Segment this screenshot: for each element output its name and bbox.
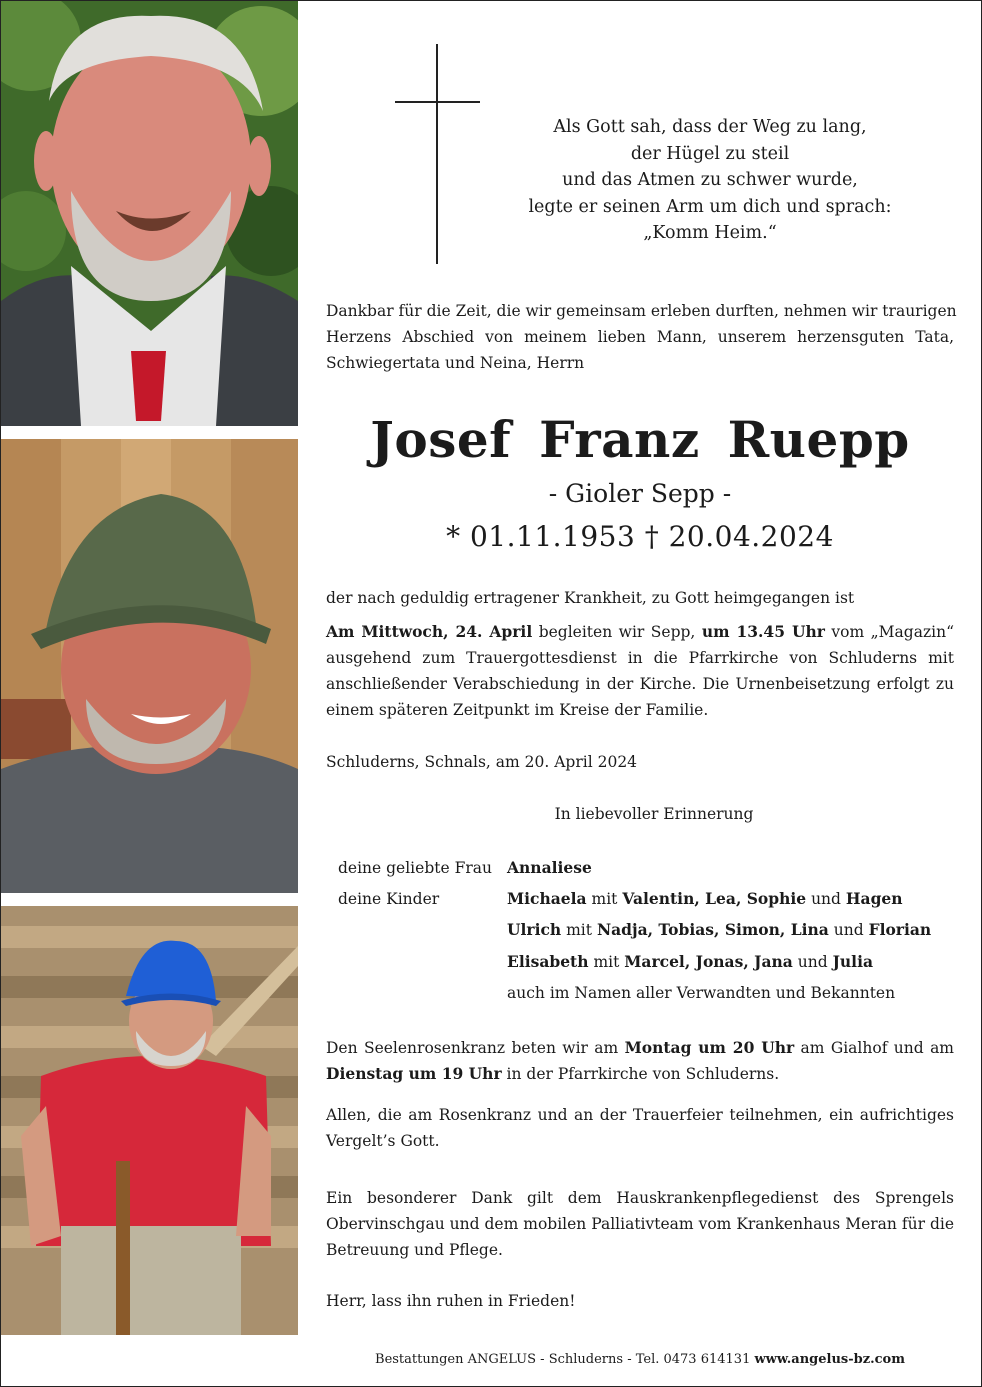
intro-line: Herzens Abschied von meinem lieben Mann, unserem herzensguten Tata, [326, 328, 954, 346]
child-entry: Michaela mit Valentin, Lea, Sophie und Hagen [507, 889, 903, 908]
verse-line: „Komm Heim.“ [643, 223, 777, 243]
closing-line: Herr, lass ihn ruhen in Frieden! [326, 1292, 576, 1310]
place-date: Schluderns, Schnals, am 20. April 2024 [326, 753, 638, 771]
funeral-day: Am Mittwoch, 24. April [326, 622, 533, 641]
thanks-line: Betreuung und Pflege. [326, 1241, 503, 1259]
portrait-photo-1 [1, 1, 298, 426]
thanks-line: Allen, die am Rosenkranz und an der Trauerfeier teilnehmen, ein aufrichtiges [326, 1106, 954, 1124]
child-entry: Ulrich mit Nadja, Tobias, Simon, Lina und Florian [507, 920, 932, 939]
rosary-line: Dienstag um 19 Uhr in der Pfarrkirche von Schluderns. [326, 1064, 780, 1083]
funeral-line: einem späteren Zeitpunkt im Kreise der Familie. [326, 701, 709, 719]
special-thanks-paragraph [326, 1185, 954, 1263]
rosary-line: Den Seelenrosenkranz beten wir am Montag um 20 Uhr am Gialhof und am [326, 1038, 955, 1057]
funeral-paragraph [326, 619, 954, 723]
intro-paragraph [326, 298, 957, 376]
relatives-line: auch im Namen aller Verwandten und Bekannten [507, 984, 896, 1002]
cross-icon [436, 44, 438, 264]
life-dates: * 01.11.1953 † 20.04.2024 [446, 520, 834, 553]
rosary-paragraph [326, 1035, 954, 1087]
memorial-verse [500, 114, 920, 247]
portrait-photo-3 [1, 906, 298, 1335]
cross-icon-bar [395, 101, 480, 103]
intro-line: Schwiegertata und Neina, Herrn [326, 354, 585, 372]
verse-line: legte er seinen Arm um dich und sprach: [528, 196, 892, 217]
thanks-paragraph [326, 1102, 954, 1154]
memory-line: In liebevoller Erinnerung [554, 805, 754, 823]
thanks-line: Obervinschgau und dem mobilen Palliativteam vom Krankenhaus Meran für die [326, 1215, 954, 1233]
thanks-line: Vergelt’s Gott. [326, 1132, 440, 1150]
verse-line: der Hügel zu steil [630, 143, 790, 164]
funeral-line: anschließender Verabschiedung in der Kirche. Die Urnenbeisetzung erfolgt zu [326, 675, 954, 693]
thanks-line: Ein besonderer Dank gilt dem Hauskrankenpflegedienst des Sprengels [326, 1189, 954, 1207]
intro-line: Dankbar für die Zeit, die wir gemeinsam erleben durften, nehmen wir traurigen [326, 302, 957, 320]
website-link[interactable]: www.angelus-bz.com [754, 1352, 905, 1367]
footer: Bestattungen ANGELUS - Schluderns - Tel. 0473 614131 www.angelus-bz.com [375, 1352, 905, 1367]
verse-line: Als Gott sah, dass der Weg zu lang, [553, 117, 867, 137]
wife-label: deine geliebte Frau [338, 859, 492, 877]
passing-line: der nach geduldig ertragener Krankheit, zu Gott heimgegangen ist [326, 589, 855, 607]
funeral-line: ausgehend zum Trauergottesdienst in die Pfarrkirche von Schluderns mit [326, 649, 954, 667]
deceased-name: Josef Franz Ruepp [370, 410, 910, 469]
wife-name: Annaliese [507, 858, 592, 877]
portrait-photo-2 [1, 439, 298, 893]
funeral-time: um 13.45 Uhr [701, 622, 825, 641]
verse-line: und das Atmen zu schwer wurde, [562, 170, 858, 190]
deceased-nickname: - Gioler Sepp - [548, 479, 732, 508]
children-label: deine Kinder [338, 890, 440, 908]
funeral-line: Am Mittwoch, 24. April begleiten wir Sepp, um 13.45 Uhr vom „Magazin“ [326, 622, 954, 641]
child-entry: Elisabeth mit Marcel, Jonas, Jana und Julia [507, 952, 874, 971]
